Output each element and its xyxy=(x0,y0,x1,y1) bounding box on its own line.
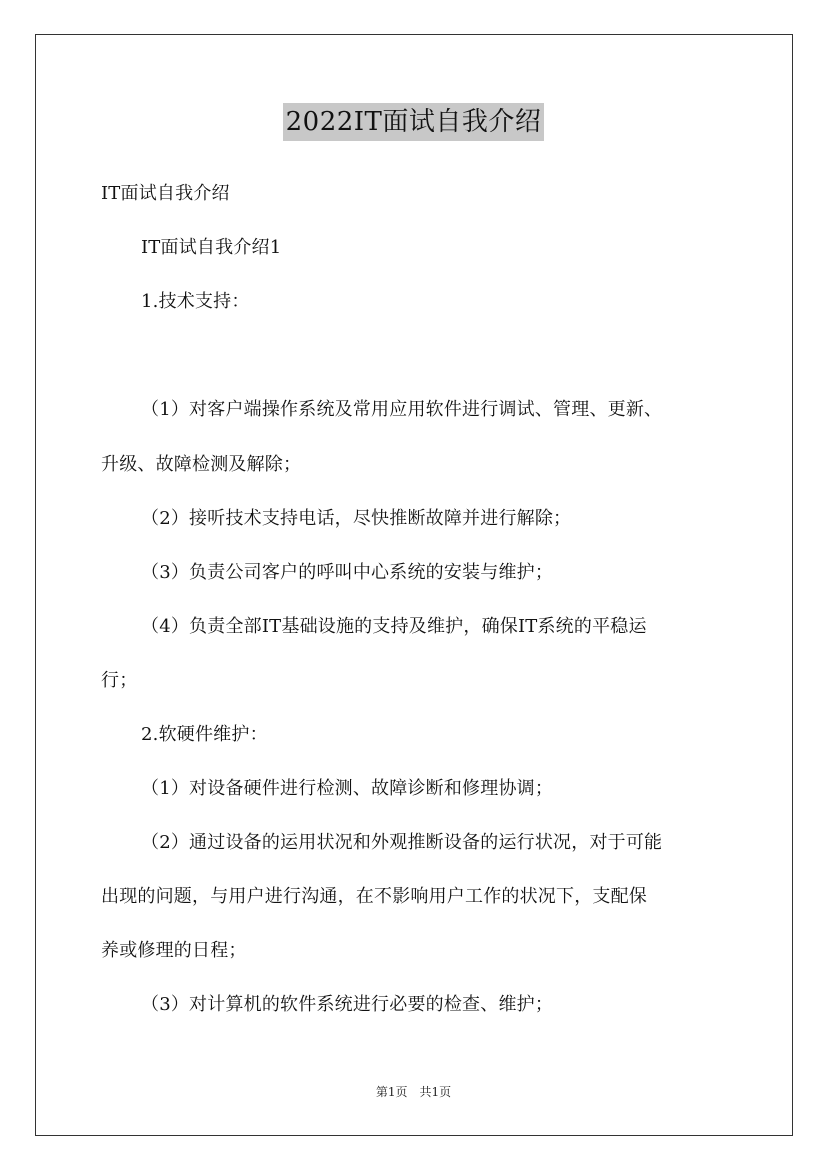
text-line: （4）负责全部IT基础设施的支持及维护，确保IT系统的平稳运 xyxy=(141,616,647,637)
text-line: IT面试自我介绍1 xyxy=(141,237,282,258)
text-line: IT面试自我介绍 xyxy=(101,183,230,204)
text-line: 出现的问题，与用户进行沟通，在不影响用户工作的状况下，支配保 xyxy=(101,886,647,907)
document-title: 2022IT面试自我介绍 xyxy=(283,103,545,141)
text-line: （2）通过设备的运用状况和外观推断设备的运行状况，对于可能 xyxy=(141,832,663,853)
text-line: 行； xyxy=(101,670,138,691)
text-line: （1）对设备硬件进行检测、故障诊断和修理协调； xyxy=(141,778,554,799)
text-line: （3）负责公司客户的呼叫中心系统的安装与维护； xyxy=(141,562,554,583)
text-line: （1）对客户端操作系统及常用应用软件进行调试、管理、更新、 xyxy=(141,399,663,420)
text-line: 1.技术支持： xyxy=(141,291,250,312)
page-footer: 第1页 共1页 xyxy=(375,1085,452,1099)
text-line: （2）接听技术支持电话，尽快推断故障并进行解除； xyxy=(141,508,572,529)
title-container xyxy=(0,103,827,141)
text-line: （3）对计算机的软件系统进行必要的检查、维护； xyxy=(141,994,554,1015)
text-line: 升级、故障检测及解除； xyxy=(101,454,302,475)
text-line: 养或修理的日程； xyxy=(101,940,247,961)
text-line: 2.软硬件维护： xyxy=(141,724,268,745)
